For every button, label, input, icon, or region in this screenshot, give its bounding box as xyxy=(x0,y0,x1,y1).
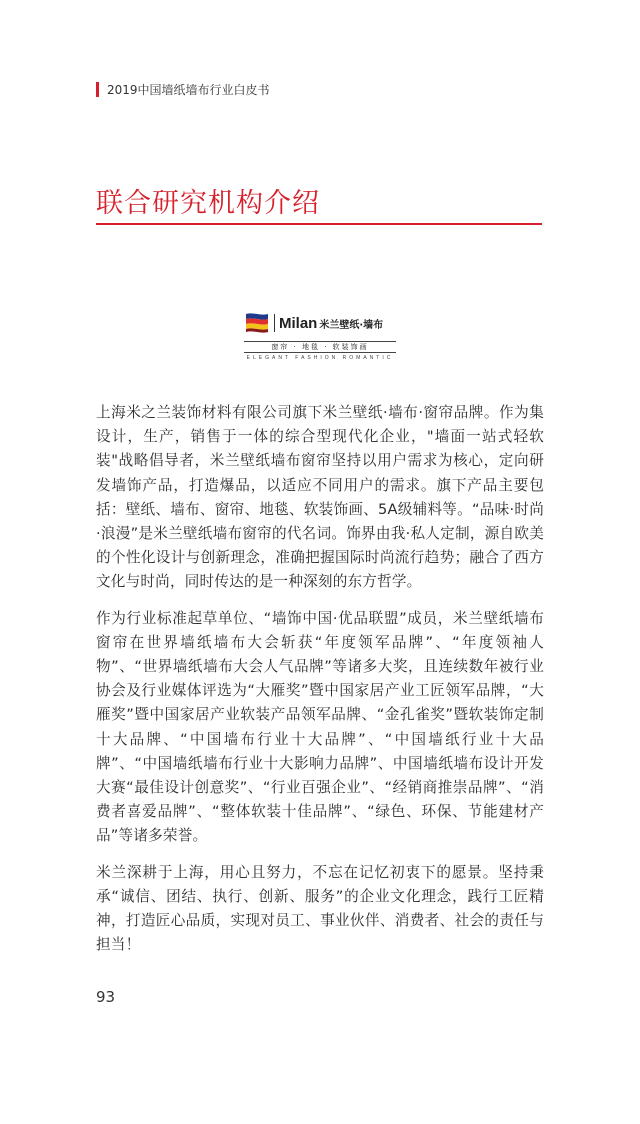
header-title: 2019中国墙纸墙布行业白皮书 xyxy=(107,82,270,97)
page-number: 93 xyxy=(96,988,116,1006)
milan-logo xyxy=(244,309,396,361)
logo-divider xyxy=(274,314,275,332)
article-body xyxy=(96,401,544,969)
page-title: 联合研究机构介绍 xyxy=(96,188,320,219)
title-underline xyxy=(96,223,542,225)
paragraph-values: 米兰深耕于上海，用心且努力，不忘在记忆初衷下的愿景。坚持秉承“诚信、团结、执行、创新、服务”的企业文化理念，践行工匠精神，打造匠心品质，实现对员工、事业伙伴、消费者、社会的责任与担当！ xyxy=(96,863,544,954)
logo-product-band: 窗帘 · 地毯 · 软装饰画 xyxy=(244,341,396,353)
milan-flag-icon xyxy=(244,311,270,335)
logo-brand-en: Milan xyxy=(279,314,318,332)
header-accent-bar xyxy=(96,82,99,97)
logo-tagline: ELEGANT FASHION ROMANTIC xyxy=(246,355,394,361)
logo-brand-cn: 米兰壁纸·墙布 xyxy=(319,319,384,331)
running-header xyxy=(96,80,270,98)
paragraph-awards: 作为行业标准起草单位、“墙饰中国·优品联盟”成员，米兰壁纸墙布窗帘在世界墙纸墙布大会斩获“年度领军品牌”、“年度领袖人物”、“世界墙纸墙布大会人气品牌”等诸多大奖，且连续数年被行业协会及行业媒体评选为“大雁奖”暨中国家居产业工匠领军品牌，“大雁奖”暨中国家居产业软装产品领军品牌、“金孔雀奖”暨软装饰定制十大品牌、“中国墙布行业十大品牌”、“中国墙纸行业十大品牌”、“中国墙纸墙布行业十大影响力品牌”、中国墙纸墙布设计开发大赛“最佳设计创意奖”、“行业百强企业”、“经销商推崇品牌”、“消费者喜爱品牌”、“整体软装十佳品牌”、“绿色、环保、节能建材产品”等诸多荣誉。 xyxy=(96,609,544,845)
paragraph-intro: 上海米之兰装饰材料有限公司旗下米兰壁纸·墙布·窗帘品牌。作为集设计，生产，销售于一体的综合型现代化企业，"墙面一站式轻软装"战略倡导者，米兰壁纸墙布窗帘坚持以用户需求为核心，定向研发墙饰产品，打造爆品，以适应不同用户的需求。旗下产品主要包括：壁纸、墙布、窗帘、地毯、软装饰画、5A级辅料等。“品味·时尚·浪漫”是米兰壁纸墙布窗帘的代名词。饰界由我·私人定制，源自欧美的个性化设计与创新理念，准确把握国际时尚流行趋势；融合了西方文化与时尚，同时传达的是一种深刻的东方哲学。 xyxy=(96,404,544,591)
